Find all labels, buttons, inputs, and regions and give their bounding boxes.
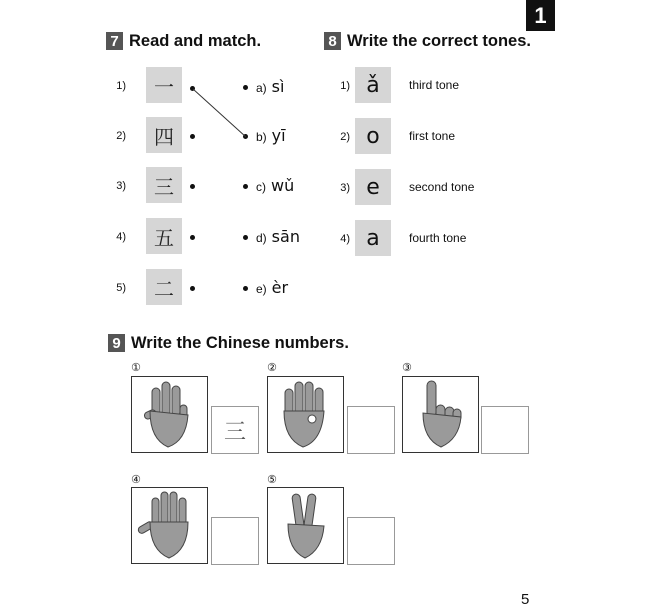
hand-image-5 bbox=[267, 487, 344, 564]
option-b-pinyin: yī bbox=[271, 126, 286, 145]
tone-row-1-number: 1) bbox=[340, 80, 350, 92]
option-c-letter: c) bbox=[256, 180, 266, 194]
match-char-5: 二 bbox=[146, 269, 182, 305]
tone-vowel-1[interactable]: ǎ bbox=[355, 67, 391, 103]
section-8-title: Write the correct tones. bbox=[347, 31, 531, 50]
option-e-pinyin: èr bbox=[271, 278, 289, 297]
option-d-letter: d) bbox=[256, 231, 267, 245]
match-char-4: 五 bbox=[146, 218, 182, 254]
section-9-title: Write the Chinese numbers. bbox=[131, 333, 349, 352]
match-row-1-number: 1) bbox=[116, 80, 126, 92]
hand-two-fingers-icon bbox=[268, 488, 343, 563]
answer-box-2[interactable] bbox=[347, 406, 395, 454]
answer-box-5[interactable] bbox=[347, 517, 395, 565]
tone-row-4-number: 4) bbox=[340, 233, 350, 245]
match-char-1: 一 bbox=[146, 67, 182, 103]
section-8-header bbox=[324, 30, 531, 52]
section-7-title: Read and match. bbox=[129, 31, 262, 50]
tone-label-3: second tone bbox=[409, 180, 475, 194]
match-row-3-number: 3) bbox=[116, 180, 126, 192]
option-a-letter: a) bbox=[256, 81, 267, 95]
hand-image-1 bbox=[131, 376, 208, 453]
tone-label-2: first tone bbox=[409, 129, 456, 143]
tone-label-1: third tone bbox=[409, 78, 460, 92]
tone-label-4: fourth tone bbox=[409, 231, 467, 245]
answer-box-3[interactable] bbox=[481, 406, 529, 454]
tone-vowel-2[interactable]: o bbox=[355, 118, 391, 154]
answer-box-4[interactable] bbox=[211, 517, 259, 565]
match-char-3: 三 bbox=[146, 167, 182, 203]
section-7-number: 7 bbox=[106, 32, 123, 50]
match-row-4-number: 4) bbox=[116, 231, 126, 243]
match-char-2: 四 bbox=[146, 117, 182, 153]
unit-badge: 1 bbox=[526, 0, 555, 31]
option-c-pinyin: wǔ bbox=[271, 176, 295, 195]
answer-box-1[interactable]: 三 bbox=[211, 406, 259, 454]
hand-image-2 bbox=[267, 376, 344, 453]
match-row-5-number: 5) bbox=[116, 282, 126, 294]
page-number: 5 bbox=[521, 591, 530, 608]
hand-item-1-label: ① bbox=[131, 361, 141, 374]
hand-item-2-label: ② bbox=[267, 361, 277, 374]
tone-vowel-3[interactable]: e bbox=[355, 169, 391, 205]
tone-row-2-number: 2) bbox=[340, 131, 350, 143]
option-e-letter: e) bbox=[256, 282, 267, 296]
match-row-2-number: 2) bbox=[116, 130, 126, 142]
hand-image-4 bbox=[131, 487, 208, 564]
option-a-pinyin: sì bbox=[271, 77, 285, 96]
tone-row-3-number: 3) bbox=[340, 182, 350, 194]
section-9-header bbox=[108, 332, 349, 354]
hand-item-4-label: ④ bbox=[131, 473, 141, 486]
hand-five-fingers-icon bbox=[132, 488, 207, 563]
hand-item-5-label: ⑤ bbox=[267, 473, 277, 486]
section-9-number: 9 bbox=[108, 334, 125, 352]
hand-four-fingers-icon bbox=[268, 377, 343, 452]
hand-three-fingers-icon bbox=[132, 377, 207, 452]
tone-vowel-4[interactable]: a bbox=[355, 220, 391, 256]
hand-image-3 bbox=[402, 376, 479, 453]
section-8-number: 8 bbox=[324, 32, 341, 50]
option-b-letter: b) bbox=[256, 130, 267, 144]
option-d-pinyin: sān bbox=[271, 227, 300, 246]
hand-item-3-label: ③ bbox=[402, 361, 412, 374]
hand-one-finger-icon bbox=[403, 377, 478, 452]
